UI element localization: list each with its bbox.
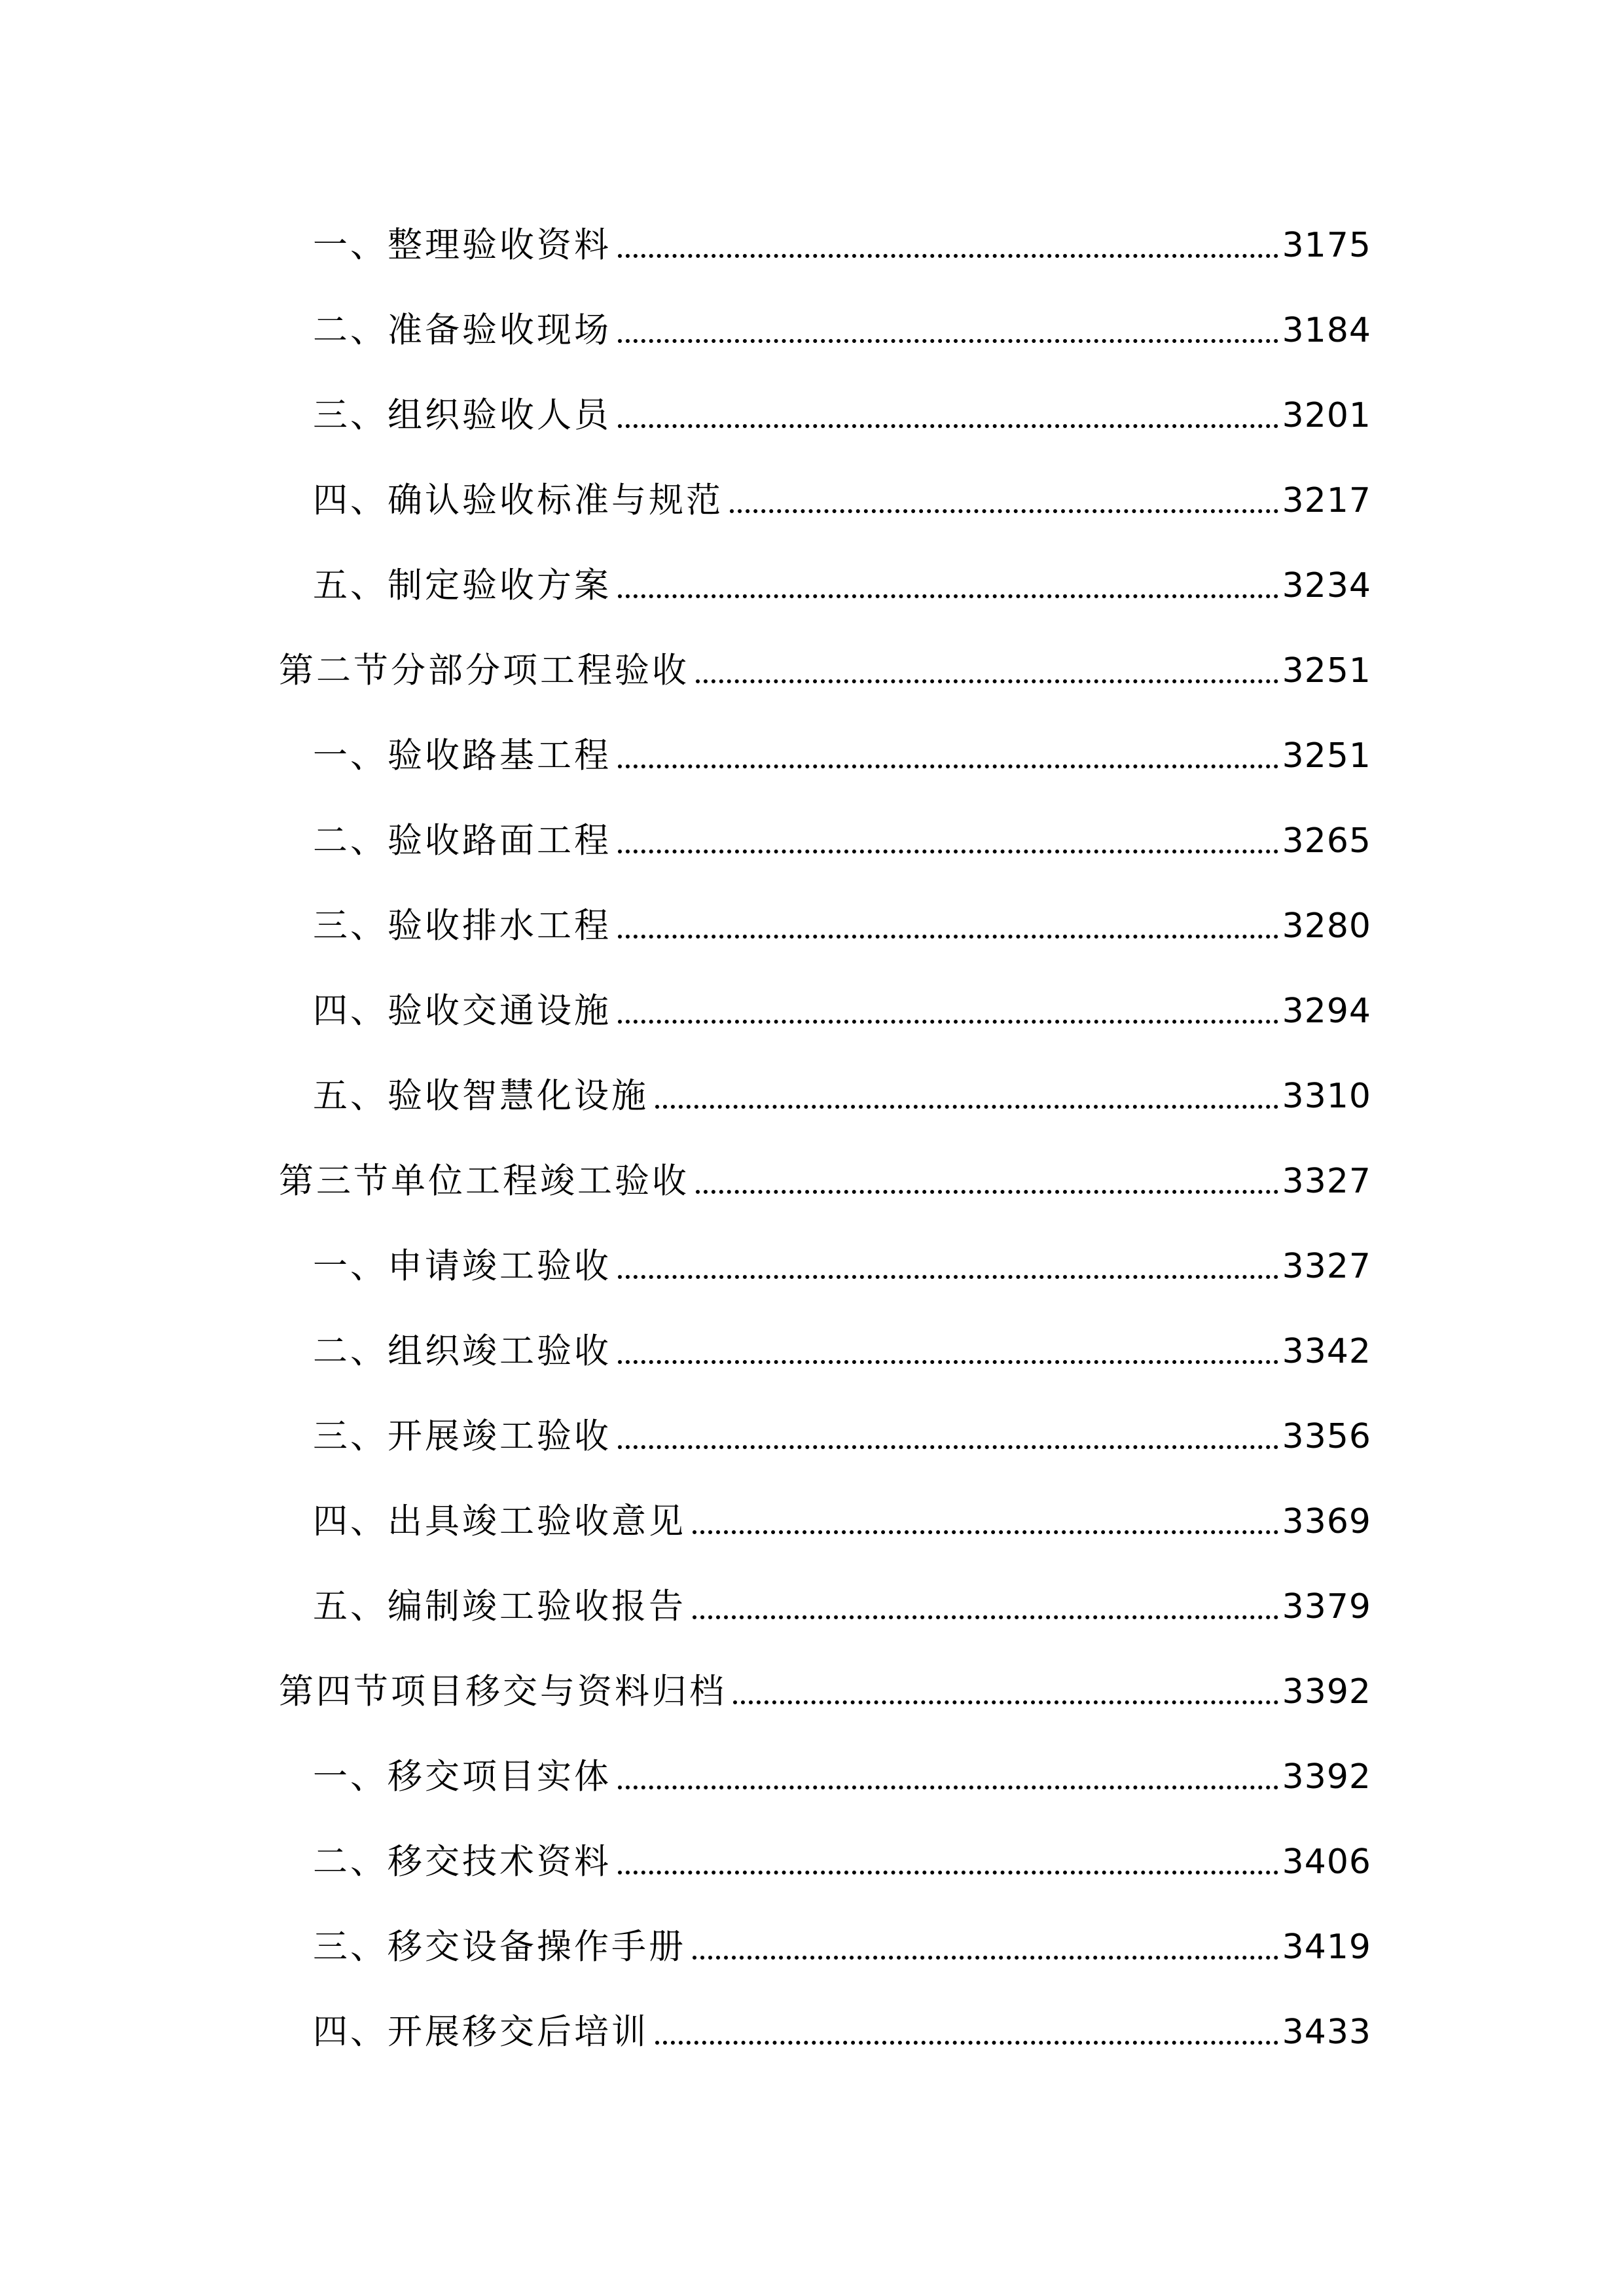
toc-entry[interactable] xyxy=(313,969,1371,1034)
toc-entry-page-number: 3356 xyxy=(1282,1417,1371,1456)
toc-entry[interactable] xyxy=(313,884,1371,949)
toc-entry[interactable] xyxy=(313,458,1371,524)
dot-leader xyxy=(618,1275,1278,1279)
toc-entry-page-number: 3310 xyxy=(1282,1077,1371,1116)
toc-entry-title: 五、编制竣工验收报告 xyxy=(313,1587,686,1626)
toc-entry-title: 一、移交项目实体 xyxy=(313,1757,611,1797)
toc-entry-title: 一、申请竣工验收 xyxy=(313,1246,611,1286)
toc-entry-page-number: 3327 xyxy=(1282,1247,1371,1286)
toc-entry-page-number: 3175 xyxy=(1282,226,1371,265)
dot-leader xyxy=(618,935,1278,939)
toc-entry-title: 二、移交技术资料 xyxy=(313,1842,611,1882)
dot-leader xyxy=(693,1615,1278,1619)
toc-entry[interactable] xyxy=(313,1224,1371,1289)
toc-entry-title: 五、验收智慧化设施 xyxy=(313,1076,649,1116)
toc-entry[interactable] xyxy=(313,1905,1371,1970)
toc-section-entry[interactable] xyxy=(279,1649,1371,1715)
toc-entry[interactable] xyxy=(313,1990,1371,2055)
toc-entry-title: 第二节分部分项工程验收 xyxy=(279,651,689,691)
toc-entry-page-number: 3419 xyxy=(1282,1928,1371,1967)
dot-leader xyxy=(696,679,1278,683)
dot-leader xyxy=(655,1105,1278,1109)
dot-leader xyxy=(655,2041,1278,2045)
dot-leader xyxy=(618,850,1278,853)
toc-entry[interactable] xyxy=(313,1394,1371,1460)
dot-leader xyxy=(618,1445,1278,1449)
dot-leader xyxy=(618,1020,1278,1024)
dot-leader xyxy=(618,1360,1278,1364)
dot-leader xyxy=(618,339,1278,343)
toc-entry-title: 四、开展移交后培训 xyxy=(313,2012,649,2052)
toc-entry-title: 三、验收排水工程 xyxy=(313,906,611,946)
toc-entry-page-number: 3217 xyxy=(1282,481,1371,520)
toc-entry[interactable] xyxy=(313,1734,1371,1800)
toc-entry[interactable] xyxy=(313,1054,1371,1119)
toc-entry[interactable] xyxy=(313,1309,1371,1374)
dot-leader xyxy=(693,1956,1278,1960)
toc-entry-title: 二、组织竣工验收 xyxy=(313,1331,611,1371)
toc-entry-page-number: 3392 xyxy=(1282,1672,1371,1712)
toc-entry[interactable] xyxy=(313,1820,1371,1885)
toc-entry-page-number: 3251 xyxy=(1282,651,1371,691)
dot-leader xyxy=(730,509,1278,513)
dot-leader xyxy=(618,764,1278,768)
toc-entry-page-number: 3201 xyxy=(1282,396,1371,435)
dot-leader xyxy=(696,1190,1278,1194)
toc-entry[interactable] xyxy=(313,373,1371,439)
dot-leader xyxy=(733,1700,1278,1704)
toc-entry-page-number: 3251 xyxy=(1282,736,1371,776)
toc-entry-title: 第三节单位工程竣工验收 xyxy=(279,1161,689,1201)
toc-entry-title: 五、制定验收方案 xyxy=(313,565,611,605)
toc-section-entry[interactable] xyxy=(279,628,1371,694)
toc-entry[interactable] xyxy=(313,1564,1371,1630)
dot-leader xyxy=(618,1871,1278,1874)
toc-entry-page-number: 3433 xyxy=(1282,2013,1371,2052)
toc-entry-title: 一、验收路基工程 xyxy=(313,736,611,776)
toc-entry-title: 三、组织验收人员 xyxy=(313,395,611,435)
toc-entry-page-number: 3294 xyxy=(1282,992,1371,1031)
toc-entry-page-number: 3280 xyxy=(1282,906,1371,946)
dot-leader xyxy=(618,254,1278,258)
toc-entry-title: 一、整理验收资料 xyxy=(313,225,611,265)
toc-entry-page-number: 3392 xyxy=(1282,1757,1371,1797)
toc-entry-page-number: 3234 xyxy=(1282,566,1371,605)
toc-entry-page-number: 3265 xyxy=(1282,821,1371,861)
toc-entry[interactable] xyxy=(313,798,1371,864)
toc-entry-title: 二、准备验收现场 xyxy=(313,310,611,350)
toc-section-entry[interactable] xyxy=(279,1139,1371,1204)
toc-entry-page-number: 3406 xyxy=(1282,1842,1371,1882)
toc-entry[interactable] xyxy=(313,288,1371,353)
toc-entry-title: 四、验收交通设施 xyxy=(313,991,611,1031)
toc-entry-page-number: 3379 xyxy=(1282,1587,1371,1626)
toc-entry-title: 四、出具竣工验收意见 xyxy=(313,1501,686,1541)
toc-entry[interactable] xyxy=(313,203,1371,268)
toc-entry[interactable] xyxy=(313,1479,1371,1545)
toc-entry-page-number: 3369 xyxy=(1282,1502,1371,1541)
dot-leader xyxy=(618,1785,1278,1789)
toc-entry-title: 第四节项目移交与资料归档 xyxy=(279,1672,727,1712)
toc-entry-title: 二、验收路面工程 xyxy=(313,821,611,861)
dot-leader xyxy=(693,1530,1278,1534)
toc-entry-page-number: 3342 xyxy=(1282,1332,1371,1371)
dot-leader xyxy=(618,594,1278,598)
toc-entry[interactable] xyxy=(313,713,1371,779)
toc-entry-title: 四、确认验收标准与规范 xyxy=(313,480,723,520)
toc-entry-title: 三、开展竣工验收 xyxy=(313,1416,611,1456)
toc-entry-page-number: 3184 xyxy=(1282,311,1371,350)
toc-entry[interactable] xyxy=(313,543,1371,609)
toc-entry-title: 三、移交设备操作手册 xyxy=(313,1927,686,1967)
dot-leader xyxy=(618,424,1278,428)
toc-entry-page-number: 3327 xyxy=(1282,1162,1371,1201)
